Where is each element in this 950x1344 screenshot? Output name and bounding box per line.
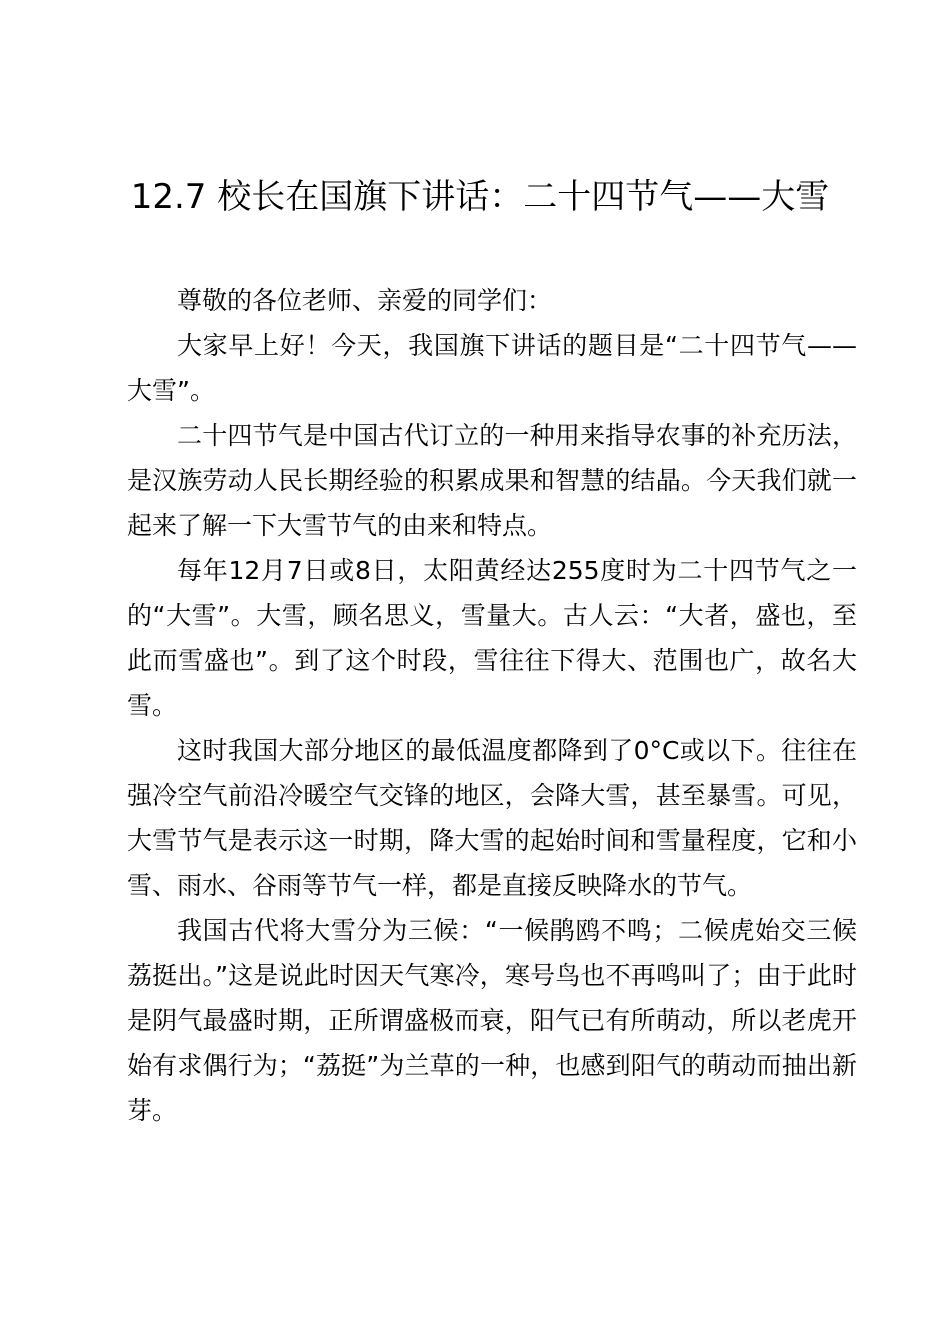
paragraph-temperature: 这时我国大部分地区的最低温度都降到了0°C或以下。往往在强冷空气前沿冷暖空气交锋的地区，会降大雪，甚至暴雪。可见，大雪节气是表示这一时期，降大雪的起始时间和雪量程度，它和小雪、雨水、谷雨等节气一样，都是直接反映降水的节气。 [127, 736, 857, 900]
paragraph-intro: 二十四节气是中国古代订立的一种用来指导农事的补充历法，是汉族劳动人民长期经验的积累成果和智慧的结晶。今天我们就一起来了解一下大雪节气的由来和特点。 [127, 421, 857, 540]
document-body [127, 278, 857, 1133]
paragraph-greeting: 尊敬的各位老师、亲爱的同学们： [177, 286, 553, 315]
paragraph-three-phases: 我国古代将大雪分为三候：“一候鹃鸥不鸣；二候虎始交三候荔挺出。”这是说此时因天气寒冷，寒号鸟也不再鸣叫了；由于此时是阴气最盛时期，正所谓盛极而衰，阳气已有所萌动，所以老虎开始有求偶行为；“荔挺”为兰草的一种，也感到阳气的萌动而抽出新芽。 [127, 916, 857, 1125]
document-title: 12.7 校长在国旗下讲话：二十四节气——大雪 [130, 177, 830, 217]
paragraph-topic: 大家早上好！今天，我国旗下讲话的题目是“二十四节气——大雪”。 [127, 331, 857, 405]
paragraph-date: 每年12月7日或8日，太阳黄经达255度时为二十四节气之一的“大雪”。大雪，顾名思义，雪量大。古人云：“大者，盛也，至此而雪盛也”。到了这个时段，雪往往下得大、范围也广，故名大雪。 [127, 556, 857, 720]
